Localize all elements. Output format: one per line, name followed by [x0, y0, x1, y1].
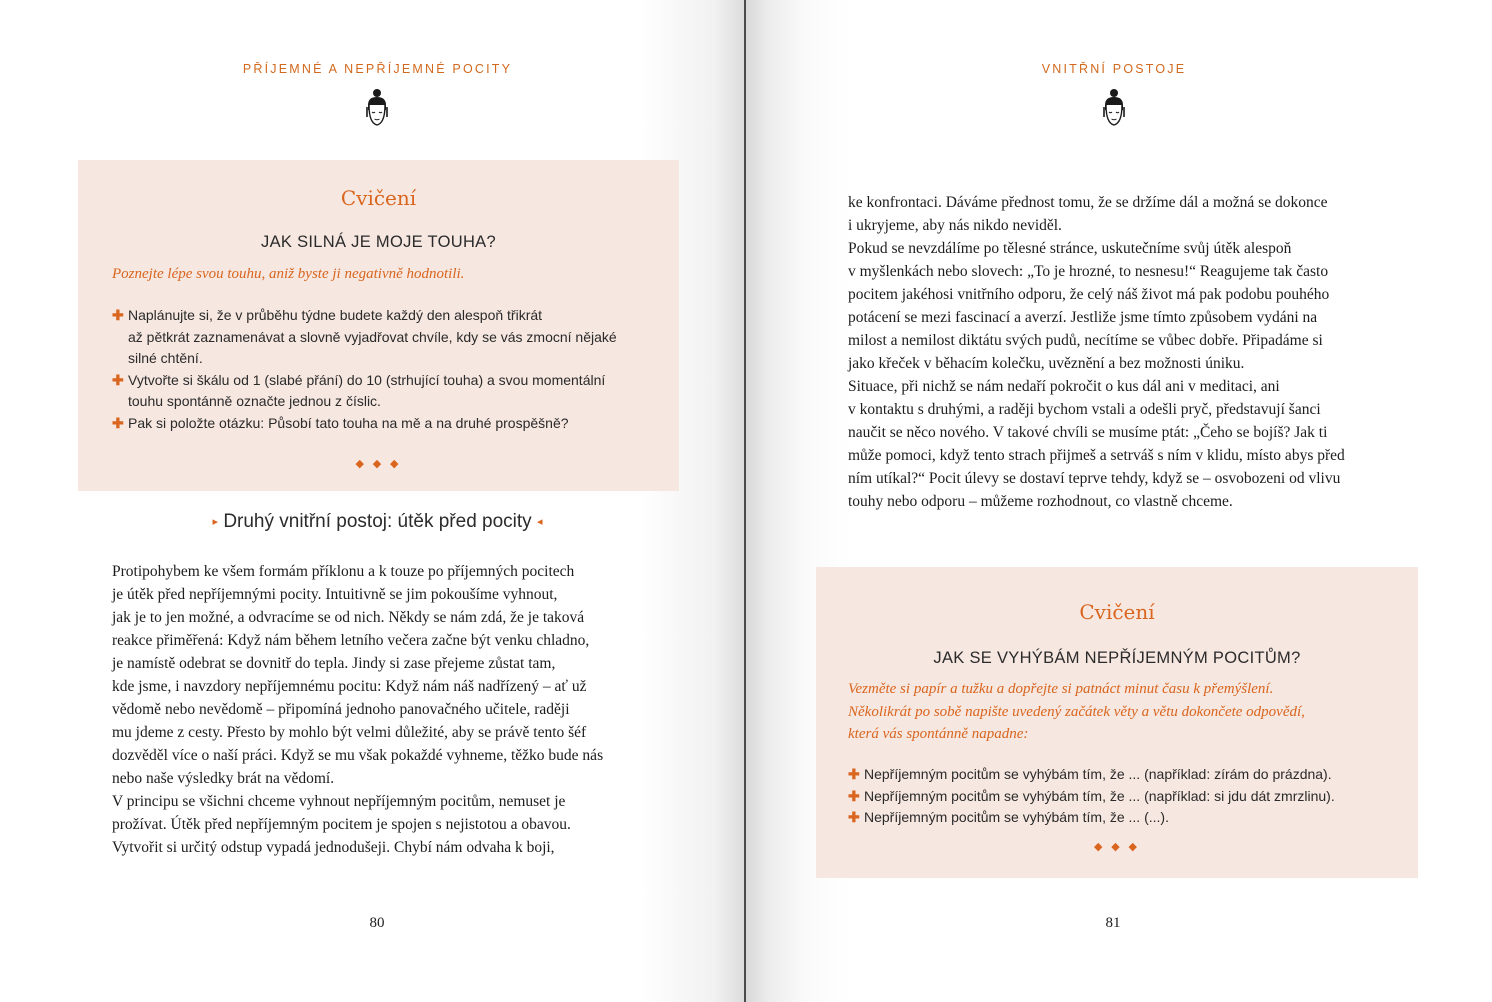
- text-line: touhy nebo odporu – můžeme rozhodnout, co vlastně chceme.: [848, 493, 1233, 510]
- exercise-intro: Poznejte lépe svou touhu, aniž byste ji negativně hodnotili.: [112, 266, 465, 282]
- triangle-left-icon: ◂: [536, 516, 543, 528]
- text-line: V principu se všichni chceme vyhnout nepříjemným pocitům, nemuset je: [112, 793, 566, 810]
- exercise-bullet-list: [848, 764, 1413, 829]
- text-line: prožívat. Útěk před nepříjemným pocitem je spojen s nejistotou a obavou.: [112, 816, 571, 833]
- text-line: jako křeček v běhacím kolečku, uvěznění a bez možnosti úniku.: [848, 355, 1245, 372]
- intro-line: Vezměte si papír a tužku a dopřejte si patnáct minut času k přemýšlení.: [848, 681, 1274, 697]
- text-line: ke konfrontaci. Dáváme přednost tomu, že se držíme dál a možná se dokonce: [848, 194, 1328, 211]
- left-page: [0, 0, 745, 1002]
- buddha-head-icon: [363, 88, 391, 133]
- triangle-right-icon: ▸: [212, 516, 219, 528]
- text-line: Situace, při nichž se nám nedaří pokročit o kus dál ani v meditaci, ani: [848, 378, 1280, 395]
- running-head: VNITŘNÍ POSTOJE: [1041, 62, 1187, 76]
- bullet-item: [112, 413, 672, 435]
- bullet-line: Naplánujte si, že v průběhu týdne budete každý den alespoň třikrát: [128, 307, 543, 323]
- section-title: [0, 511, 755, 533]
- plus-icon: ✚: [848, 787, 860, 804]
- plus-icon: ✚: [112, 307, 124, 323]
- text-line: Pokud se nevzdálíme po tělesné stránce, uskutečníme svůj útěk alespoň: [848, 240, 1292, 257]
- bullet-item: [112, 305, 672, 370]
- exercise-intro: [848, 678, 1305, 746]
- bullet-line: Pak si položte otázku: Působí tato touha na mě a na druhé prospěšně?: [128, 414, 569, 431]
- text-line: Vytvořit si určitý odstup vypadá jednodušeji. Chybí nám odvaha k boji,: [112, 839, 555, 856]
- exercise-heading: Cvičení: [1079, 600, 1155, 624]
- intro-line: Několikrát po sobě napište uvedený začátek věty a větu dokončete odpovědí,: [848, 703, 1305, 720]
- intro-line: která vás spontánně napadne:: [848, 726, 1029, 742]
- text-line: i ukryjeme, aby nás nikdo neviděl.: [848, 217, 1062, 234]
- page-number: 81: [1105, 915, 1121, 931]
- plus-icon: ✚: [112, 371, 124, 388]
- bullet-line: Nepříjemným pocitům se vyhýbám tím, že ... (například: si jdu dát zmrzlinu).: [864, 787, 1335, 804]
- plus-icon: ✚: [848, 809, 860, 825]
- text-line: může pomoci, když tento strach přijmeš a setrváš s ním v klidu, místo abys před: [848, 447, 1345, 464]
- text-line: nebo naše výsledky brát na vědomí.: [112, 770, 335, 787]
- page-number: 80: [369, 915, 385, 931]
- bullet-item: [112, 370, 672, 413]
- text-line: mu jdeme z cesty. Přesto by mohlo být velmi důležité, aby se právě tento šéf: [112, 724, 587, 741]
- section-title-text: Druhý vnitřní postoj: útěk před pocity: [223, 511, 532, 532]
- text-line: Protipohybem ke všem formám příklonu a k touze po příjemných pocitech: [112, 563, 575, 580]
- bullet-item: [848, 764, 1413, 786]
- bullet-line: Vytvořte si škálu od 1 (slabé přání) do 10 (strhující touha) a svou momentální: [128, 371, 606, 388]
- text-line: v myšlenkách nebo slovech: „To je hrozné, to nesnesu!“ Reagujeme tak často: [848, 263, 1329, 280]
- diamond-ornament: ◆ ◆ ◆: [355, 458, 402, 470]
- text-line: reakce přiměřená: Když nám během letního večera začne být venku chladno,: [112, 632, 590, 649]
- text-line: v kontaktu s druhými, a raději bychom vstali a odešli pryč, představují šanci: [848, 401, 1321, 418]
- exercise-bullet-list: [112, 305, 672, 434]
- bullet-line: touhu spontánně označte jednou z číslic.: [128, 393, 381, 409]
- right-page: [746, 0, 1492, 1002]
- text-line: pocitem jakéhosi vnitřního odporu, že celý náš život má pak podobu pouhého: [848, 286, 1330, 303]
- text-line: vědomě nebo nevědomě – připomíná jednoho panovačného učitele, raději: [112, 701, 570, 718]
- text-line: je útěk před nepříjemnými pocity. Intuitivně se jim pokoušíme vyhnout,: [112, 586, 558, 603]
- running-head: PŘÍJEMNÉ A NEPŘÍJEMNÉ POCITY: [242, 62, 513, 76]
- text-line: kde jsme, i navzdory nepříjemnému pocitu: Když nám náš nadřízený – ať už: [112, 678, 587, 695]
- text-line: jak je to jen možné, a odvracíme se od nich. Někdy se nám zdá, že je taková: [112, 609, 585, 626]
- exercise-heading: Cvičení: [340, 186, 417, 210]
- bullet-line: Nepříjemným pocitům se vyhýbám tím, že ... (například: zírám do prázdna).: [864, 766, 1332, 782]
- body-text: [848, 191, 1345, 513]
- bullet-line: Nepříjemným pocitům se vyhýbám tím, že ... (...).: [864, 809, 1169, 825]
- bullet-line: silné chtění.: [128, 350, 203, 366]
- plus-icon: ✚: [848, 766, 860, 782]
- text-line: naučit se něco nového. V takové chvíli se musíme ptát: „Čeho se bojíš? Jak ti: [848, 424, 1328, 441]
- text-line: milost a nemilost diktátu svých pudů, necítíme se vůbec dobře. Připadáme si: [848, 332, 1323, 349]
- exercise-box: [816, 567, 1418, 878]
- bullet-item: [848, 786, 1413, 808]
- text-line: potácení se mezi fascinací a averzí. Jestliže jsme tímto způsobem vydáni na: [848, 309, 1318, 326]
- text-line: dozvěděl více o naší práci. Když se mu však pokaždé vyhneme, těžko bude nás: [112, 747, 604, 764]
- text-line: je namístě odebrat se dovnitř do tepla. Jindy si zase přejeme zůstat tam,: [112, 655, 556, 672]
- exercise-box: [78, 160, 679, 491]
- body-text: [112, 560, 603, 859]
- exercise-title: JAK SILNÁ JE MOJE TOUHA?: [261, 233, 496, 251]
- bullet-item: [848, 807, 1413, 829]
- plus-icon: ✚: [112, 414, 124, 431]
- exercise-title: JAK SE VYHÝBÁM NEPŘÍJEMNÝM POCITŮM?: [933, 649, 1301, 667]
- text-line: ním utíkal?“ Pocit úlevy se dostaví teprve tehdy, když se – osvobozeni od vlivu: [848, 470, 1341, 487]
- bullet-line: až pětkrát zaznamenávat a slovně vyjadřovat chvíle, kdy se vás zmocní nějaké: [128, 328, 617, 345]
- buddha-head-icon: [1100, 88, 1128, 133]
- diamond-ornament: ◆ ◆ ◆: [1094, 841, 1140, 853]
